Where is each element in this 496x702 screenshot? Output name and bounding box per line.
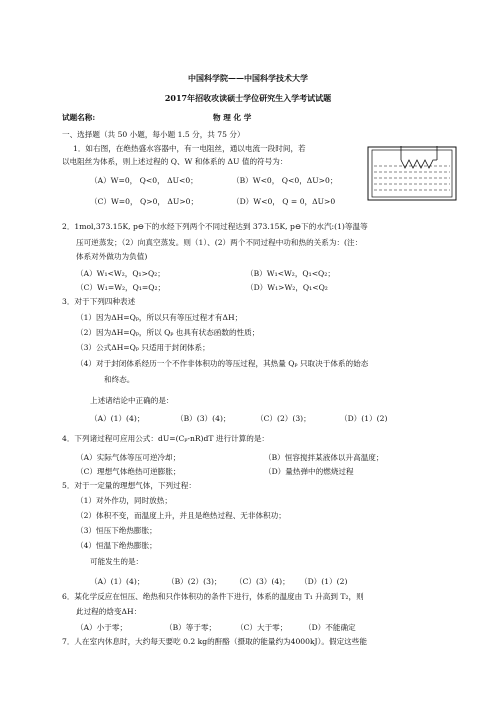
q2-option-a: （A）W₁<W₂，Q₁>Q₂； [76, 269, 165, 278]
q3-statement-2: （2）因为ΔH=Qₚ，所以 Qₚ 也具有状态函数的性质； [76, 328, 260, 337]
q6-option-b: （B）等于零； [165, 623, 217, 632]
q2-line3: 体系对外做功为负值) [76, 252, 148, 261]
q6-line2: 此过程的焓变ΔH： [76, 607, 142, 616]
q7-line1: 7．人在室内休息时，大约每天要吃 0.2 kg的酐酪（摄取的能量约为4000kJ）。假定这些能 [62, 637, 367, 646]
q3-statement-4-cont: 和终态。 [104, 375, 135, 384]
q3-option-b: （B）(3）(4)； [176, 414, 231, 423]
section-heading: 一、选择题（共 50 小题，每小题 1.5 分，共 75 分） [62, 130, 245, 139]
q2-option-c: （C）W₁=W₂，Q₁=Q₂； [76, 283, 166, 292]
q5-process-4: （4）恒温下绝热膨胀； [76, 541, 157, 550]
q6-option-d: （D）不能确定 [304, 623, 356, 632]
q3-statement-1: （1）因为ΔH=Qₚ，所以只有等压过程才有ΔH； [76, 313, 243, 322]
q5-summary: 可能发生的是： [90, 557, 144, 566]
exam-name-value: 物 理 化 学 [213, 113, 252, 122]
q1-option-c: （C）W=0， Q>0， ΔU>0； [90, 197, 199, 206]
university-title: 中国科学院——中国科学技术大学 [188, 73, 308, 83]
q5-option-a: （A）(1）(4)； [90, 577, 145, 586]
q2-option-d: （D）W₁>W₂，Q₁<Q₂ [246, 283, 328, 292]
q1-option-a: （A）W=0， Q<0， ΔU<0； [90, 176, 198, 185]
q4-option-b: （B）恒容搅拌某液体以升高温度； [264, 453, 384, 462]
q5-option-c: （C）(3）(4)； [235, 577, 290, 586]
q5-process-1: （1）对外作功，同时放热； [76, 496, 172, 505]
q4-option-d: （D）量热弹中的燃烧过程 [264, 467, 354, 476]
q3-summary: 上述诸结论中正确的是： [90, 396, 174, 405]
q5-process-2: （2）体积不变，而温度上升，并且是绝热过程、无非体积功； [76, 511, 286, 520]
q4-option-a: （A）实际气体等压可逆冷却； [76, 453, 181, 462]
q5-line1: 5．对于一定量的理想气体，下列过程： [62, 481, 196, 490]
q3-statement-3: （3）公式ΔH=Qₚ 只适用于封闭体系； [76, 343, 210, 352]
q5-process-3: （3）恒压下绝热膨胀； [76, 526, 157, 535]
q1-line1: 1．如右图，在绝热盛水容器中，有一电阻丝，通以电流一段时间，若 [73, 144, 306, 153]
q5-option-d: （D）(1）(2) [300, 577, 348, 586]
q1-option-d: （D）W<0， Q = 0，ΔU>0 [232, 197, 336, 206]
q3-statement-4: （4）对于封闭体系经历一个不作非体积功的等压过程，其热量 Qₚ 只取决于体系的始态 [76, 359, 369, 368]
q6-option-c: （C）大于零； [236, 623, 288, 632]
q5-option-b: （B）(2）(3)； [167, 577, 222, 586]
q3-option-a: （A）(1）(4)； [90, 414, 145, 423]
q4-option-c: （C）理想气体绝热可逆膨胀； [76, 467, 181, 476]
q1-option-b: （B）W<0， Q<0，ΔU>0； [232, 176, 338, 185]
exam-name-label: 试题名称: [62, 113, 96, 122]
q2-line2: 压可逆蒸发；（2）向真空蒸发。则（1）、(2）两个不同过程中功和热的关系为：(注： [76, 238, 363, 247]
exam-title: 2017年招收攻读硕士学位研究生入学考试试题 [164, 93, 332, 103]
q4-line1: 4．下列诸过程可应用公式：dU=(Cₚ-nR)dT 进行计算的是： [62, 434, 270, 443]
q3-option-c: （C）(2）(3)； [256, 414, 311, 423]
q2-line1: 2．1mol,373.15K, p⊖下的水经下列两个不同过程达到 373.15K, p⊖下的水汽:(1)等温等 [62, 222, 368, 231]
insulated-container-figure [367, 146, 457, 201]
q1-line2: 以电阻丝为体系，则上述过程的 Q、W 和体系的 ΔU 值的符号为： [62, 157, 288, 166]
q6-option-a: （A）小于零； [76, 623, 128, 632]
q3-intro: 3．对于下列四种表述 [62, 297, 136, 306]
q3-option-d: （D）(1）(2) [340, 414, 388, 423]
q6-line1: 6．某化学反应在恒压、绝热和只作体积功的条件下进行，体系的温度由 T₁ 升高到 T₂，则 [62, 592, 364, 601]
q2-option-b: （B）W₁<W₂，Q₁<Q₂； [246, 269, 335, 278]
